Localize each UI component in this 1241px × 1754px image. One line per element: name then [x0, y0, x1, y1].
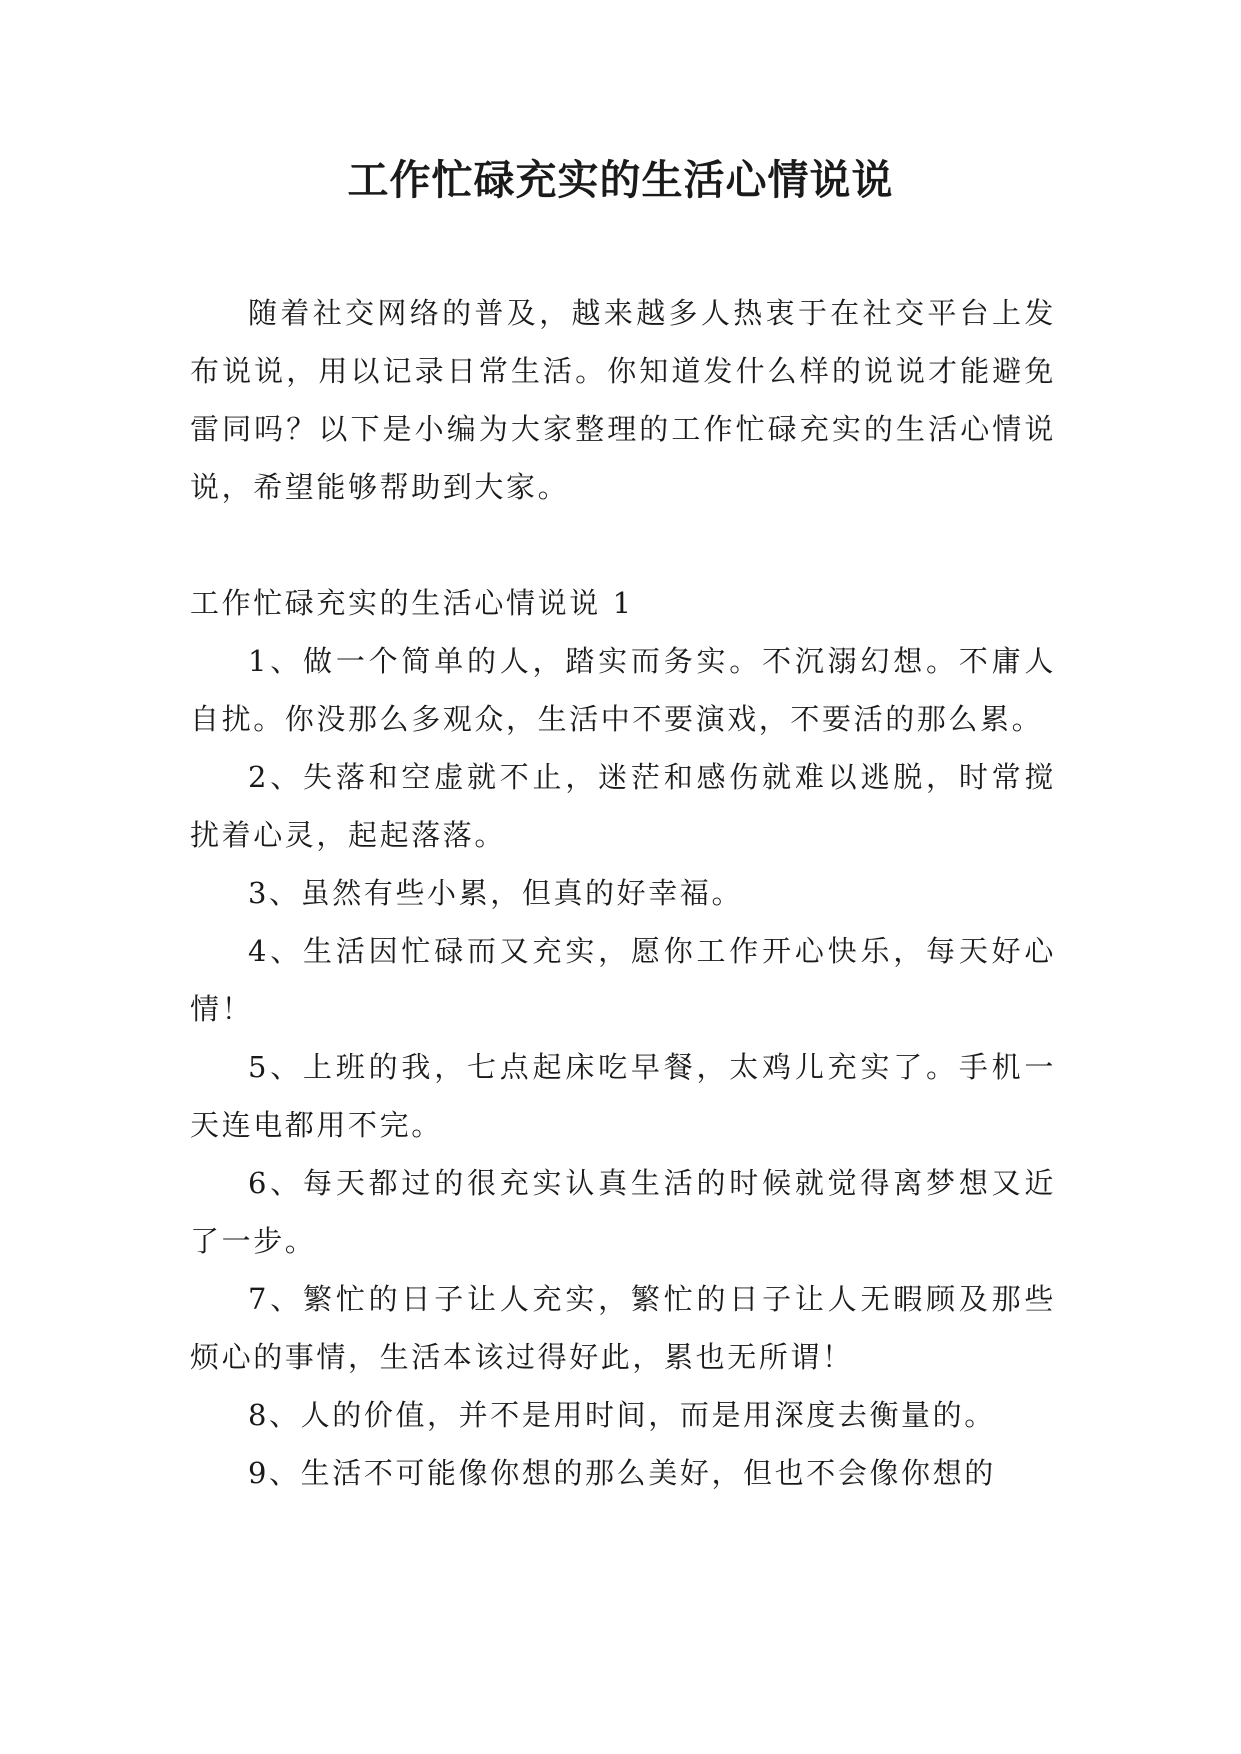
- list-item: 4、生活因忙碌而又充实，愿你工作开心快乐，每天好心情！: [190, 934, 1056, 1026]
- section-heading: 工作忙碌充实的生活心情说说 1: [190, 586, 634, 620]
- list-item: 7、繁忙的日子让人充实，繁忙的日子让人无暇顾及那些烦心的事情，生活本该过得好此，累也无所谓！: [190, 1282, 1056, 1374]
- list-item: 5、上班的我，七点起床吃早餐，太鸡儿充实了。手机一天连电都用不完。: [190, 1050, 1056, 1142]
- paragraph-spacer: [190, 516, 1056, 574]
- list-item: 8、人的价值，并不是用时间，而是用深度去衡量的。: [248, 1398, 996, 1432]
- list-item: 6、每天都过的很充实认真生活的时候就觉得离梦想又近了一步。: [190, 1166, 1056, 1258]
- list-item: 3、虽然有些小累，但真的好幸福。: [248, 876, 744, 910]
- list-item: 9、生活不可能像你想的那么美好，但也不会像你想的: [248, 1456, 996, 1490]
- list-item: 2、失落和空虚就不止，迷茫和感伤就难以逃脱，时常搅扰着心灵，起起落落。: [190, 760, 1056, 852]
- list-item: 1、做一个简单的人，踏实而务实。不沉溺幻想。不庸人自扰。你没那么多观众，生活中不要演戏，不要活的那么累。: [190, 644, 1056, 736]
- intro-paragraph: 随着社交网络的普及，越来越多人热衷于在社交平台上发布说说，用以记录日常生活。你知道发什么样的说说才能避免雷同吗？以下是小编为大家整理的工作忙碌充实的生活心情说说，希望能够帮助到大家。: [190, 296, 1056, 504]
- document-body: [190, 284, 1056, 1502]
- document-title: 工作忙碌充实的生活心情说说: [347, 156, 894, 204]
